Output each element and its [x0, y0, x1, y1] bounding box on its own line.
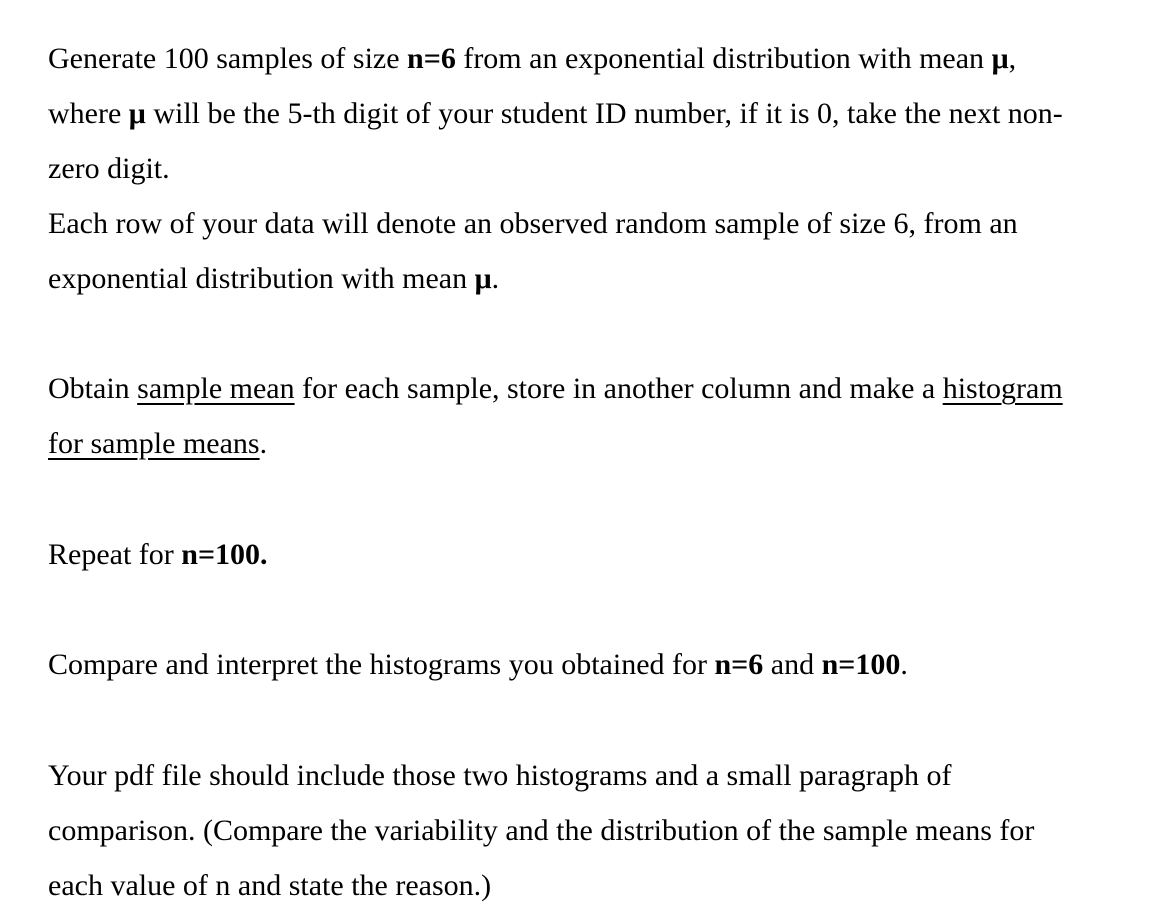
text-run: Generate 100 samples of size — [48, 42, 408, 75]
histogram-underlined: histogram — [942, 372, 1063, 405]
text-run: . — [259, 427, 268, 460]
text-run: and — [763, 648, 822, 681]
sample-size-bold: n=100 — [821, 648, 901, 681]
text-run: Repeat for — [48, 538, 182, 571]
text-run: . — [900, 648, 908, 681]
p6-line-2 — [48, 813, 1034, 849]
text-run: Each row of your data will denote an observed random sample of size 6, from an — [48, 207, 1018, 240]
text-run: where — [48, 97, 129, 130]
p1-line-1 — [48, 41, 1016, 77]
mu-symbol: μ — [474, 262, 492, 295]
text-run: , — [1008, 42, 1017, 75]
p4-line — [48, 537, 268, 573]
mu-symbol: μ — [128, 97, 146, 130]
sample-size-bold: n=100. — [181, 538, 268, 571]
sample-means-underlined: for sample means — [48, 427, 260, 460]
mu-symbol: μ — [991, 42, 1009, 75]
text-run: comparison. (Compare the variability and the distribution of the sample means for — [48, 814, 1035, 847]
sample-size-bold: n=6 — [407, 42, 456, 75]
p3-line-1 — [48, 371, 1063, 407]
text-run: . — [491, 262, 500, 295]
p3-line-2 — [48, 426, 267, 462]
p2-line-1 — [48, 206, 1018, 242]
p6-line-1 — [48, 758, 951, 794]
text-run: for each sample, store in another column and make a — [294, 372, 943, 405]
sample-mean-underlined: sample mean — [137, 372, 295, 405]
p1-line-3 — [48, 151, 170, 187]
p5-line — [48, 647, 908, 683]
text-run: Obtain — [48, 372, 138, 405]
text-run: each value of n and state the reason.) — [48, 869, 492, 902]
text-run: zero digit. — [48, 152, 170, 185]
text-run: exponential distribution with mean — [48, 262, 475, 295]
p6-line-3 — [48, 868, 491, 904]
text-run: will be the 5-th digit of your student ID number, if it is 0, take the next non- — [145, 97, 1063, 130]
text-run: Your pdf file should include those two histograms and a small paragraph of — [48, 759, 952, 792]
text-run: Compare and interpret the histograms you obtained for — [48, 648, 715, 681]
text-run: from an exponential distribution with mean — [455, 42, 992, 75]
p2-line-2 — [48, 261, 499, 297]
sample-size-bold: n=6 — [714, 648, 764, 681]
p1-line-2 — [48, 96, 1063, 132]
